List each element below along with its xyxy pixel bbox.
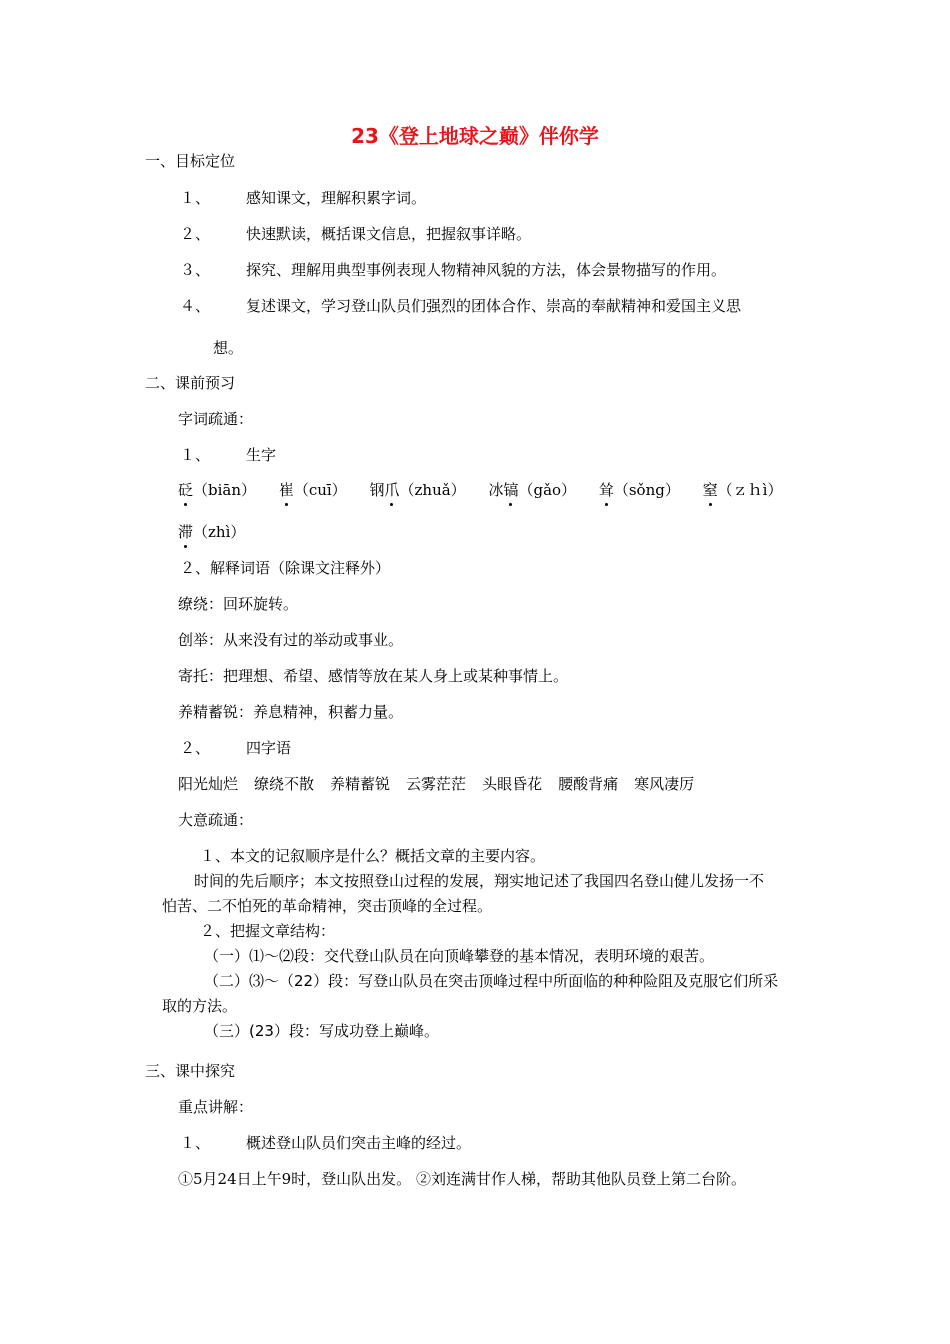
gist-label: 大意疏通： [178,811,254,829]
char-entry: 冰镐（gǎo） [488,481,577,499]
char-entry-last: 滞（zhì） [178,523,246,541]
idiom: 寒风凄厉 [634,775,695,793]
idioms-heading [180,738,291,758]
question-2: ２、把握文章结构： [200,922,336,940]
char-entry: 砭（biān） [178,481,257,499]
question-1: １、本文的记叙顺序是什么？概括文章的主要内容。 [200,847,546,865]
idiom: 养精蓄锐 [330,775,391,793]
in-class-item-1 [180,1133,471,1153]
structure-part-3: （三）(23）段：写成功登上巅峰。 [204,1022,439,1040]
structure-part-1: （一）⑴～⑵段：交代登山队员在向顶峰攀登的基本情况，表明环境的艰苦。 [204,947,715,965]
section-heading-in-class: 三、课中探究 [145,1062,236,1080]
dotted-char: 窒 [702,481,718,499]
idiom: 腰酸背痛 [558,775,619,793]
summit-steps-line: ①5月24日上午9时，登山队出发。 ②刘连满甘作人梯，帮助其他队员登上第二台阶。 [178,1170,746,1188]
char-entry: 钢爪（zhuǎ） [369,481,466,499]
new-chars-heading [180,445,276,465]
goal-item-number: ２、 [180,225,211,243]
sub-item-number: ２、 [180,739,211,757]
sub-item-number: １、 [180,1134,211,1152]
char-entry: 耸（sǒng） [598,481,680,499]
answer-1-line-2: 怕苦、二不怕死的革命精神，突击顶峰的全过程。 [162,897,493,915]
sub-item-text: 概述登山队员们突击主峰的经过。 [246,1134,472,1152]
goal-item-1 [180,188,426,208]
section-heading-goals: 一、目标定位 [145,152,236,170]
dotted-char: 崔 [278,481,294,499]
goal-item-number: １、 [180,189,211,207]
goal-item-4-continuation: 想。 [213,339,244,357]
char-entry: 窒（ｚｈì） [702,481,783,499]
char-entry: 崔（cuī） [278,481,347,499]
dotted-char: 滞 [178,523,194,541]
goal-item-number: ３、 [180,261,211,279]
goal-item-text: 探究、理解用典型事例表现人物精神风貌的方法，体会景物描写的作用。 [246,261,727,279]
definition-3: 寄托：把理想、希望、感情等放在某人身上或某种事情上。 [178,667,569,685]
sub-item-label: 生字 [246,446,277,464]
structure-part-2-line-1: （二）⑶～（22）段：写登山队员在突击顶峰过程中所面临的种种险阻及克服它们所采 [204,972,779,990]
sub-item-number: １、 [180,446,211,464]
idiom-list [178,774,694,794]
char-pinyin-row [178,480,782,500]
goal-item-2 [180,224,531,244]
goal-item-text: 感知课文，理解积累字词。 [246,189,427,207]
vocab-label: 字词疏通： [178,410,254,428]
structure-part-2-line-2: 取的方法。 [162,997,238,1015]
definition-1: 缭绕：回环旋转。 [178,595,299,613]
idiom: 头眼昏花 [482,775,543,793]
dotted-char: 砭 [178,481,194,499]
dotted-char: 爪 [384,481,400,499]
dotted-char: 耸 [598,481,614,499]
page-title: 23《登上地球之巅》伴你学 [351,124,599,148]
goal-item-number: ４、 [180,297,211,315]
goal-item-3 [180,260,726,280]
sub-item-label: 四字语 [246,739,292,757]
definition-4: 养精蓄锐：养息精神，积蓄力量。 [178,703,404,721]
idiom: 云雾茫茫 [406,775,467,793]
section-heading-preview: 二、课前预习 [145,374,236,392]
dotted-char: 镐 [503,481,519,499]
idiom: 阳光灿烂 [178,775,239,793]
idiom: 缭绕不散 [254,775,315,793]
focus-label: 重点讲解： [178,1098,254,1116]
answer-1-line-1: 时间的先后顺序；本文按照登山过程的发展，翔实地记述了我国四名登山健儿发扬一不 [194,872,765,890]
definition-2: 创举：从来没有过的举动或事业。 [178,631,404,649]
goal-item-text: 快速默读，概括课文信息，把握叙事详略。 [246,225,532,243]
goal-item-4 [180,296,741,316]
explain-words-heading: ２、解释词语（除课文注释外） [180,559,391,577]
goal-item-text: 复述课文，学习登山队员们强烈的团体合作、崇高的奉献精神和爱国主义思 [246,297,742,315]
